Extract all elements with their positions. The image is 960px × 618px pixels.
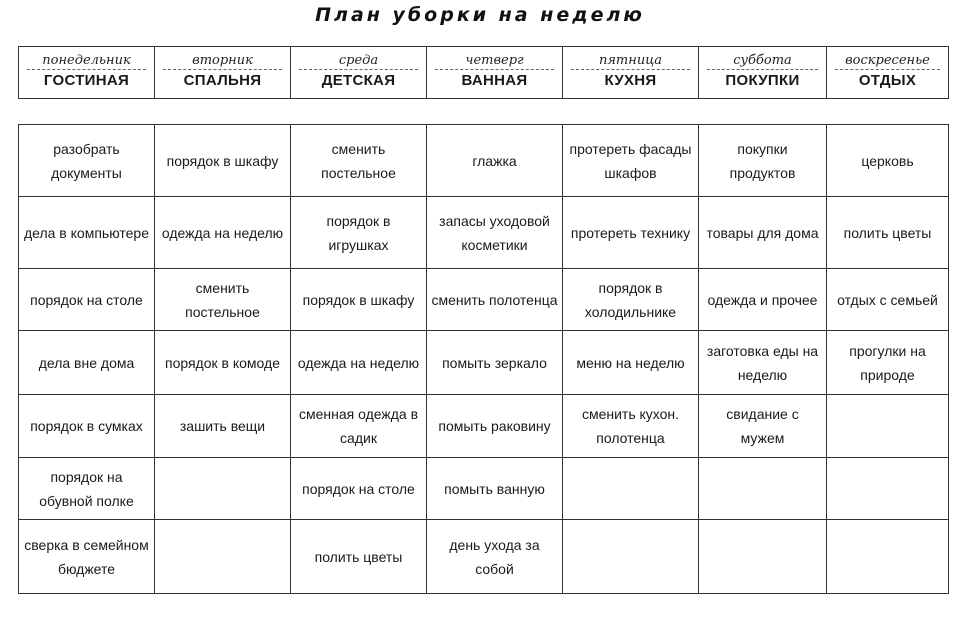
day-header-row	[19, 47, 949, 99]
table-cell	[427, 395, 563, 458]
room-name: ГОСТИНАЯ	[43, 72, 130, 89]
table-cell	[291, 520, 427, 594]
table-cell	[19, 458, 155, 520]
day-name: среда	[299, 53, 418, 70]
table-row	[19, 125, 949, 197]
table-cell	[699, 395, 827, 458]
task-text: сменить полотенца	[431, 291, 558, 308]
task-text: порядок на столе	[302, 480, 415, 497]
table-cell	[827, 520, 949, 594]
task-text: сменить постельное	[321, 140, 396, 181]
task-text: заготовка еды на неделю	[706, 342, 819, 383]
task-text: порядок в сумках	[30, 418, 143, 434]
table-cell	[155, 125, 291, 197]
table-cell	[291, 395, 427, 458]
day-header-table	[18, 46, 949, 99]
table-cell	[563, 331, 699, 395]
table-cell	[699, 458, 827, 520]
table-cell	[19, 520, 155, 594]
task-text: полить цветы	[314, 548, 403, 565]
table-cell	[699, 125, 827, 197]
table-cell	[563, 197, 699, 269]
task-text: порядок в комоде	[164, 354, 280, 371]
table-cell	[155, 520, 291, 594]
task-text: глажка	[472, 152, 517, 169]
task-grid-table	[18, 124, 949, 594]
task-text: сменить постельное	[185, 279, 260, 320]
task-text: зашить вещи	[179, 418, 266, 434]
table-cell	[19, 269, 155, 331]
room-name: СПАЛЬНЯ	[183, 72, 262, 89]
table-cell	[827, 197, 949, 269]
table-row	[19, 331, 949, 395]
task-text: день ухода за собой	[449, 536, 540, 577]
day-header-wednesday	[291, 47, 427, 99]
table-cell	[427, 331, 563, 395]
table-cell	[699, 331, 827, 395]
table-cell	[827, 269, 949, 331]
task-text: порядок в игрушках	[326, 212, 391, 253]
table-cell	[291, 331, 427, 395]
task-text: порядок в холодильнике	[584, 279, 677, 320]
day-header-friday	[563, 47, 699, 99]
task-text: сменная одежда в садик	[298, 406, 419, 446]
day-name: воскресенье	[835, 53, 940, 70]
table-cell	[699, 197, 827, 269]
table-cell	[827, 395, 949, 458]
table-cell	[827, 458, 949, 520]
table-cell	[563, 269, 699, 331]
task-text: сверка в семейном бюджете	[24, 536, 149, 577]
room-name: ДЕТСКАЯ	[321, 72, 396, 89]
table-cell	[427, 125, 563, 197]
task-text: протереть фасады шкафов	[569, 140, 692, 181]
day-name: вторник	[163, 53, 282, 70]
table-cell	[563, 520, 699, 594]
table-cell	[427, 458, 563, 520]
task-text: помыть ванную	[444, 480, 545, 497]
table-cell	[427, 197, 563, 269]
table-cell	[563, 395, 699, 458]
task-text: порядок в шкафу	[166, 152, 279, 169]
room-name: ОТДЫХ	[858, 72, 917, 89]
task-text: разобрать документы	[51, 140, 122, 181]
task-text: прогулки на природе	[849, 342, 926, 383]
room-name: КУХНЯ	[604, 72, 657, 89]
task-text: порядок на столе	[30, 291, 143, 308]
day-name: четверг	[435, 53, 554, 70]
day-header-thursday	[427, 47, 563, 99]
table-cell	[563, 125, 699, 197]
table-cell	[427, 269, 563, 331]
table-cell	[827, 331, 949, 395]
table-row	[19, 197, 949, 269]
task-text: дела в компьютере	[23, 224, 150, 241]
table-cell	[19, 197, 155, 269]
page-title: План уборки на неделю	[315, 4, 645, 26]
task-text: сменить кухон. полотенца	[581, 406, 680, 446]
table-cell	[427, 520, 563, 594]
day-name: пятница	[571, 53, 690, 70]
table-cell	[291, 197, 427, 269]
task-text: запасы уходовой косметики	[439, 212, 550, 253]
table-cell	[699, 520, 827, 594]
table-cell	[155, 395, 291, 458]
table-cell	[563, 458, 699, 520]
day-name: суббота	[707, 53, 818, 70]
task-text: дела вне дома	[38, 354, 135, 371]
table-row	[19, 458, 949, 520]
day-header-sunday	[827, 47, 949, 99]
table-row	[19, 269, 949, 331]
table-cell	[155, 197, 291, 269]
task-text: порядок в шкафу	[302, 291, 415, 308]
table-cell	[155, 269, 291, 331]
table-cell	[19, 331, 155, 395]
table-cell	[291, 458, 427, 520]
task-text: покупки продуктов	[729, 140, 796, 181]
task-text: церковь	[861, 152, 914, 169]
table-row	[19, 520, 949, 594]
task-text: меню на неделю	[576, 354, 685, 371]
table-cell	[291, 125, 427, 197]
table-cell	[155, 331, 291, 395]
task-text: одежда на неделю	[161, 224, 284, 241]
task-text: свидание с мужем	[726, 406, 799, 446]
task-text: порядок на обувной полке	[39, 468, 134, 509]
table-row	[19, 395, 949, 458]
task-text: отдых с семьей	[837, 291, 938, 308]
day-header-tuesday	[155, 47, 291, 99]
table-cell	[19, 395, 155, 458]
table-cell	[155, 458, 291, 520]
day-header-monday	[19, 47, 155, 99]
day-header-saturday	[699, 47, 827, 99]
task-text: полить цветы	[843, 224, 932, 241]
task-text: протереть технику	[570, 224, 691, 241]
task-text: помыть зеркало	[442, 354, 547, 371]
task-text: одежда на неделю	[297, 354, 420, 371]
day-name: понедельник	[27, 53, 146, 70]
room-name: ПОКУПКИ	[725, 72, 800, 89]
task-text: товары для дома	[706, 224, 819, 241]
table-cell	[699, 269, 827, 331]
room-name: ВАННАЯ	[461, 72, 528, 89]
table-cell	[19, 125, 155, 197]
task-text: одежда и прочее	[707, 291, 818, 308]
table-cell	[827, 125, 949, 197]
task-text: помыть раковину	[438, 418, 551, 434]
table-cell	[291, 269, 427, 331]
